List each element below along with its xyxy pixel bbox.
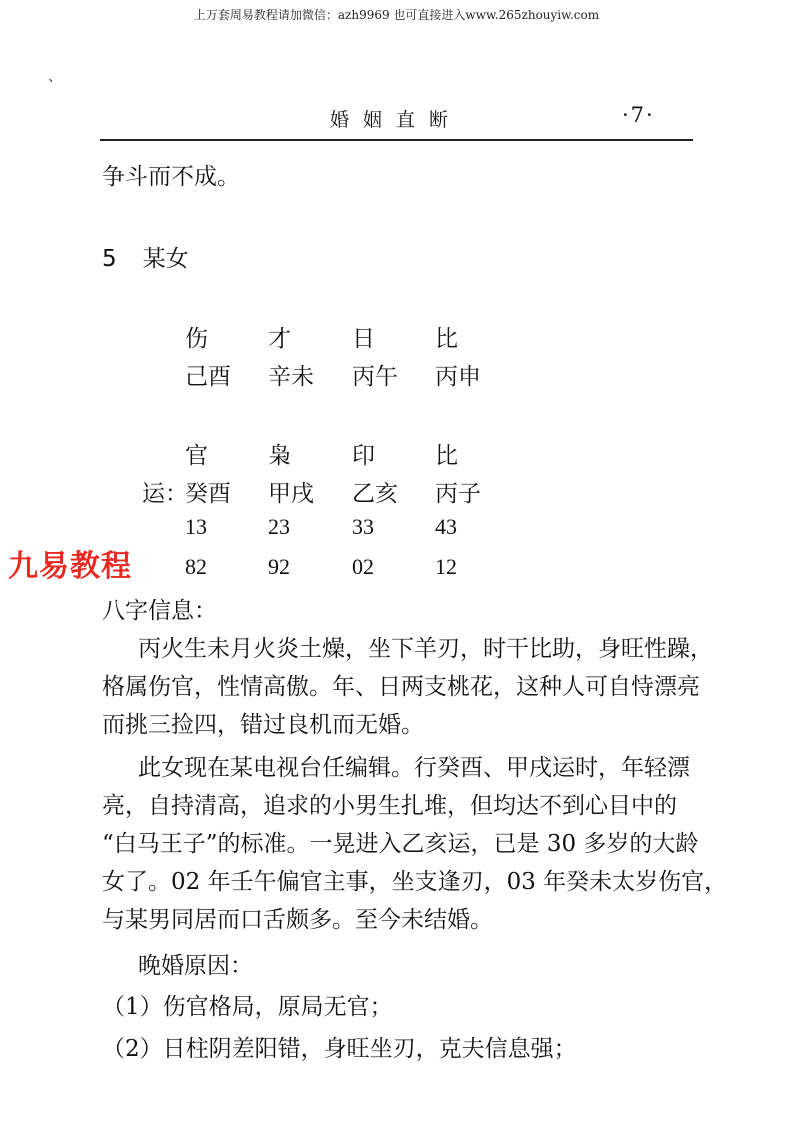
header-rule — [100, 139, 693, 141]
paragraph-1-line: 格属伤官，性情高傲。年、日两支桃花，这种人可自恃漂亮 — [102, 674, 700, 700]
paragraph-2-line: 此女现在某电视台任编辑。行癸酉、甲戌运时，年轻漂 — [138, 755, 690, 781]
paragraph-2 — [102, 749, 728, 939]
paragraph-2-line: 亮，自持清高，追求的小男生扎堆，但均达不到心目中的 — [102, 793, 677, 819]
dayun-shishen-3: 印 — [352, 443, 375, 469]
dayun-age-4: 43 — [435, 514, 457, 539]
paragraph-1 — [102, 630, 713, 744]
running-title: 婚姻直断 — [330, 109, 463, 131]
stray-mark: 、 — [48, 69, 62, 85]
bazi-shishen-year: 伤 — [185, 326, 208, 352]
dayun-age-2: 23 — [268, 514, 290, 539]
dayun-year-1: 82 — [185, 554, 207, 579]
paragraph-2-line: “白马王子”的标准。一晃进入乙亥运，已是 30 多岁的大龄 — [102, 831, 699, 857]
bazi-pillar-hour: 丙申 — [435, 364, 481, 390]
dayun-shishen-4: 比 — [435, 443, 458, 469]
dayun-age-1: 13 — [185, 514, 207, 539]
section-label: 八字信息： — [102, 598, 217, 624]
reasons-label: 晚婚原因： — [138, 953, 253, 979]
paragraph-1-line: 丙火生未月火炎土燥，坐下羊刃，时干比助，身旺性躁， — [138, 636, 713, 662]
dayun-pillar-1: 癸酉 — [185, 481, 231, 507]
dayun-year-3: 02 — [352, 554, 374, 579]
dayun-pillar-3: 乙亥 — [352, 481, 398, 507]
bazi-shishen-month: 才 — [268, 326, 291, 352]
dayun-year-4: 12 — [435, 554, 457, 579]
bazi-pillar-year: 己酉 — [185, 364, 231, 390]
case-title: 某女 — [142, 246, 189, 272]
dayun-label: 运： — [142, 481, 188, 507]
dayun-pillar-2: 甲戌 — [268, 481, 314, 507]
bazi-pillar-month: 辛未 — [268, 364, 314, 390]
dayun-shishen-2: 枭 — [268, 443, 291, 469]
paragraph-1-line: 而挑三捡四，错过良机而无婚。 — [102, 712, 424, 738]
paragraph-2-line: 女了。02 年壬午偏官主事，坐支逢刃，03 年癸未太岁伤官， — [102, 869, 728, 895]
dayun-pillar-4: 丙子 — [435, 481, 481, 507]
case-heading — [102, 240, 189, 273]
paragraph-2-line: 与某男同居而口舌颇多。至今未结婚。 — [102, 907, 493, 933]
bazi-shishen-hour: 比 — [435, 326, 458, 352]
page-number: ·7· — [622, 103, 655, 127]
bazi-shishen-day: 日 — [352, 326, 375, 352]
dayun-age-3: 33 — [352, 514, 374, 539]
watermark-text: 上万套周易教程请加微信：azh9969 也可直接进入www.265zhouyiw.com — [193, 8, 600, 22]
reason-item-2: （2）日柱阴差阳错，身旺坐刃，克夫信息强； — [102, 1036, 577, 1062]
logo-watermark: 九易教程 — [8, 549, 132, 584]
case-number: 5 — [102, 246, 117, 272]
bazi-pillar-day: 丙午 — [352, 364, 398, 390]
dayun-year-2: 92 — [268, 554, 290, 579]
reason-item-1: （1）伤官格局，原局无官； — [102, 994, 393, 1020]
previous-paragraph-end: 争斗而不成。 — [102, 164, 240, 190]
dayun-shishen-1: 官 — [185, 443, 208, 469]
